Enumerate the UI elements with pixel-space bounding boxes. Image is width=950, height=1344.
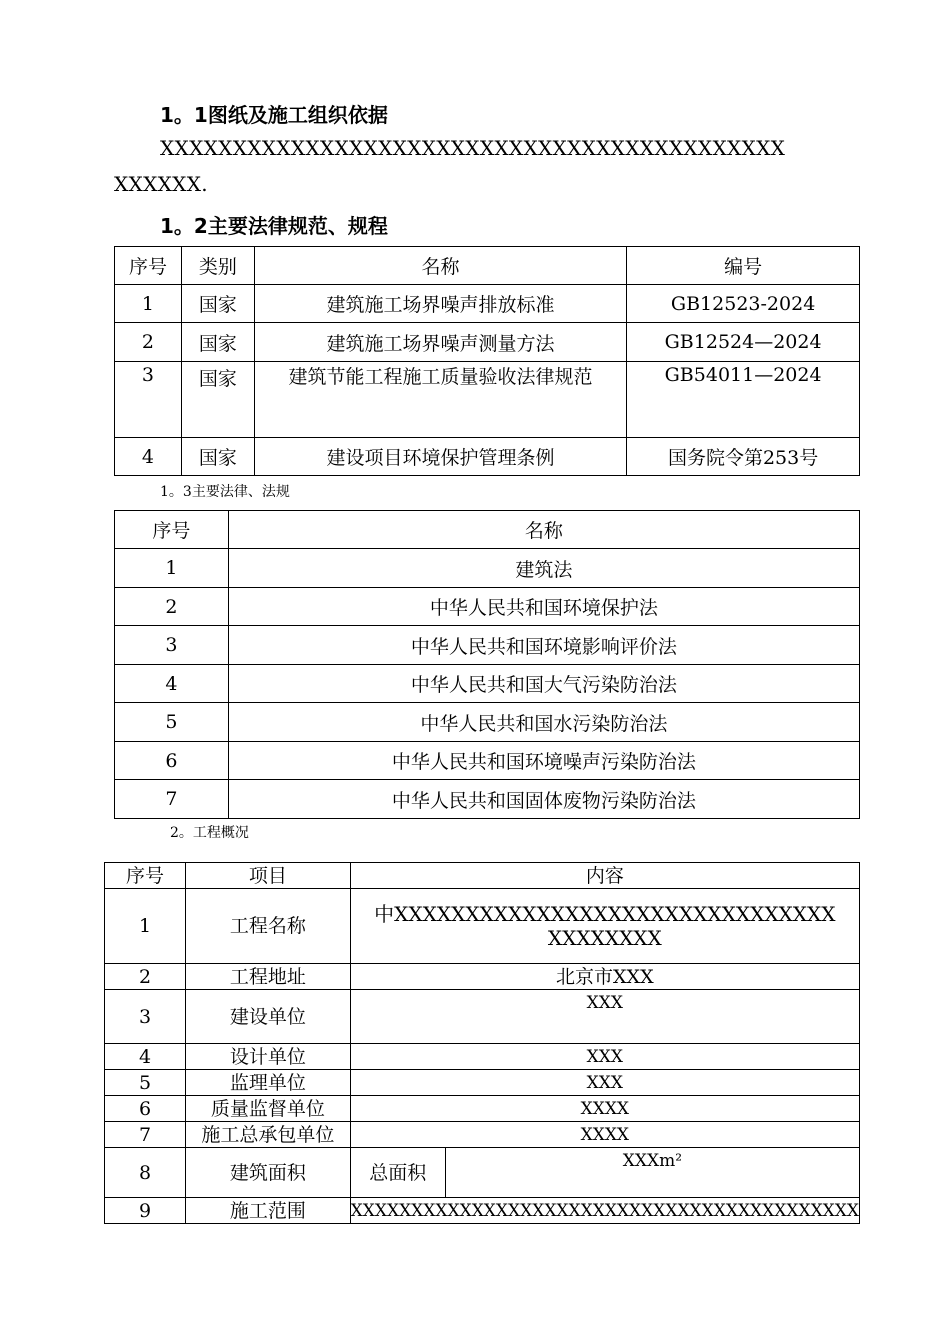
header-cell: 序号 [115,247,182,285]
table-cell: XXXX [350,1122,859,1148]
table-cell: 中华人民共和国水污染防治法 [228,703,859,742]
table-cell: XXXm² [445,1148,859,1198]
table-cell: 中华人民共和国大气污染防治法 [228,665,859,703]
laws-table [114,510,860,819]
table-cell: 1 [105,889,186,964]
section-1-1-line1: XXXXXXXXXXXXXXXXXXXXXXXXXXXXXXXXXXXXXXXXXXX [160,136,786,160]
header-cell: 内容 [350,863,859,889]
table-cell: 工程地址 [186,964,351,990]
table-row [115,780,860,819]
section-1-1-line2: XXXXXX. [114,172,208,196]
table-cell: 建筑面积 [186,1148,351,1198]
table-cell: 2 [115,323,182,362]
table-header-row [115,511,860,549]
table-row [115,549,860,588]
table-row [115,323,860,362]
table-cell: 2 [115,588,229,626]
table-row [105,889,860,964]
table-row [115,362,860,438]
table-cell: 中华人民共和国环境保护法 [228,588,859,626]
table-cell: 中华人民共和国环境噪声污染防治法 [228,742,859,780]
header-cell: 序号 [115,511,229,549]
table-cell: 3 [105,990,186,1044]
section-2-title: 2。工程概况 [170,825,249,841]
table-cell: 建筑法 [228,549,859,588]
table-cell: 国务院令第253号 [627,438,860,476]
table-cell: GB12523-2024 [627,285,860,323]
header-cell: 名称 [228,511,859,549]
table-cell: 7 [105,1122,186,1148]
table-cell: 4 [105,1044,186,1070]
table-row [105,1070,860,1096]
table-row [105,1122,860,1148]
table-cell: 北京市XXX [350,964,859,990]
table-cell: 中华人民共和国固体废物污染防治法 [228,780,859,819]
section-1-2-title: 1。2主要法律规范、规程 [160,214,388,238]
table-cell: 1 [115,549,229,588]
table-cell: 施工总承包单位 [186,1122,351,1148]
table-cell [350,889,859,964]
table-header-row [115,247,860,285]
standards-table [114,246,860,476]
header-cell: 类别 [181,247,254,285]
project-overview-table [104,862,860,1224]
table-row [115,703,860,742]
table-cell: 5 [105,1070,186,1096]
table-cell: 4 [115,438,182,476]
table-cell: XXX [350,1070,859,1096]
table-cell: 监理单位 [186,1070,351,1096]
section-1-1-title: 1。1图纸及施工组织依据 [160,103,388,127]
table-cell: 6 [115,742,229,780]
table-cell: 工程名称 [186,889,351,964]
table-cell: 国家 [181,323,254,362]
table-cell [254,362,626,438]
table-cell: 建筑施工场界噪声排放标准 [254,285,626,323]
table-cell: 国家 [181,285,254,323]
header-cell: 项目 [186,863,351,889]
table-cell: 国家 [181,362,254,438]
header-cell: 编号 [627,247,860,285]
table-cell: 5 [115,703,229,742]
table-cell: 3 [115,626,229,665]
project-name-text: 中XXXXXXXXXXXXXXXXXXXXXXXXXXXXXXXXXXXXXXX [374,902,836,950]
table-cell: GB12524—2024 [627,323,860,362]
table-cell-text: 建筑节能工程施工质量验收法律规范 [288,366,593,388]
table-cell: XXXXXXXXXXXXXXXXXXXXXXXXXXXXXXXXXXXXXXXXXX [350,1198,859,1224]
table-cell: 总面积 [350,1148,445,1198]
table-cell: 8 [105,1148,186,1198]
table-cell: XXXX [350,1096,859,1122]
table-row [115,285,860,323]
table-row [105,1044,860,1070]
table-row [115,588,860,626]
table-cell: 中华人民共和国环境影响评价法 [228,626,859,665]
table-cell: 2 [105,964,186,990]
table-row [115,665,860,703]
section-1-3-title: 1。3主要法律、法规 [160,484,290,500]
table-row [115,742,860,780]
table-cell: 建设项目环境保护管理条例 [254,438,626,476]
table-cell: 国家 [181,438,254,476]
table-cell: XXX [350,1044,859,1070]
table-cell: 6 [105,1096,186,1122]
table-row [115,438,860,476]
table-cell: 质量监督单位 [186,1096,351,1122]
table-cell: 9 [105,1198,186,1224]
table-cell: XXX [350,990,859,1044]
table-row [105,990,860,1044]
header-cell: 名称 [254,247,626,285]
table-cell: GB54011—2024 [627,362,860,438]
table-cell: 7 [115,780,229,819]
table-cell: 建筑施工场界噪声测量方法 [254,323,626,362]
table-cell: 施工范围 [186,1198,351,1224]
table-row [105,964,860,990]
table-cell: 4 [115,665,229,703]
table-row [105,1096,860,1122]
table-row [105,1148,860,1198]
header-cell: 序号 [105,863,186,889]
table-header-row [105,863,860,889]
table-cell: 建设单位 [186,990,351,1044]
table-row [105,1198,860,1224]
table-cell: 3 [115,362,182,438]
table-cell: 设计单位 [186,1044,351,1070]
table-cell: 1 [115,285,182,323]
table-row [115,626,860,665]
